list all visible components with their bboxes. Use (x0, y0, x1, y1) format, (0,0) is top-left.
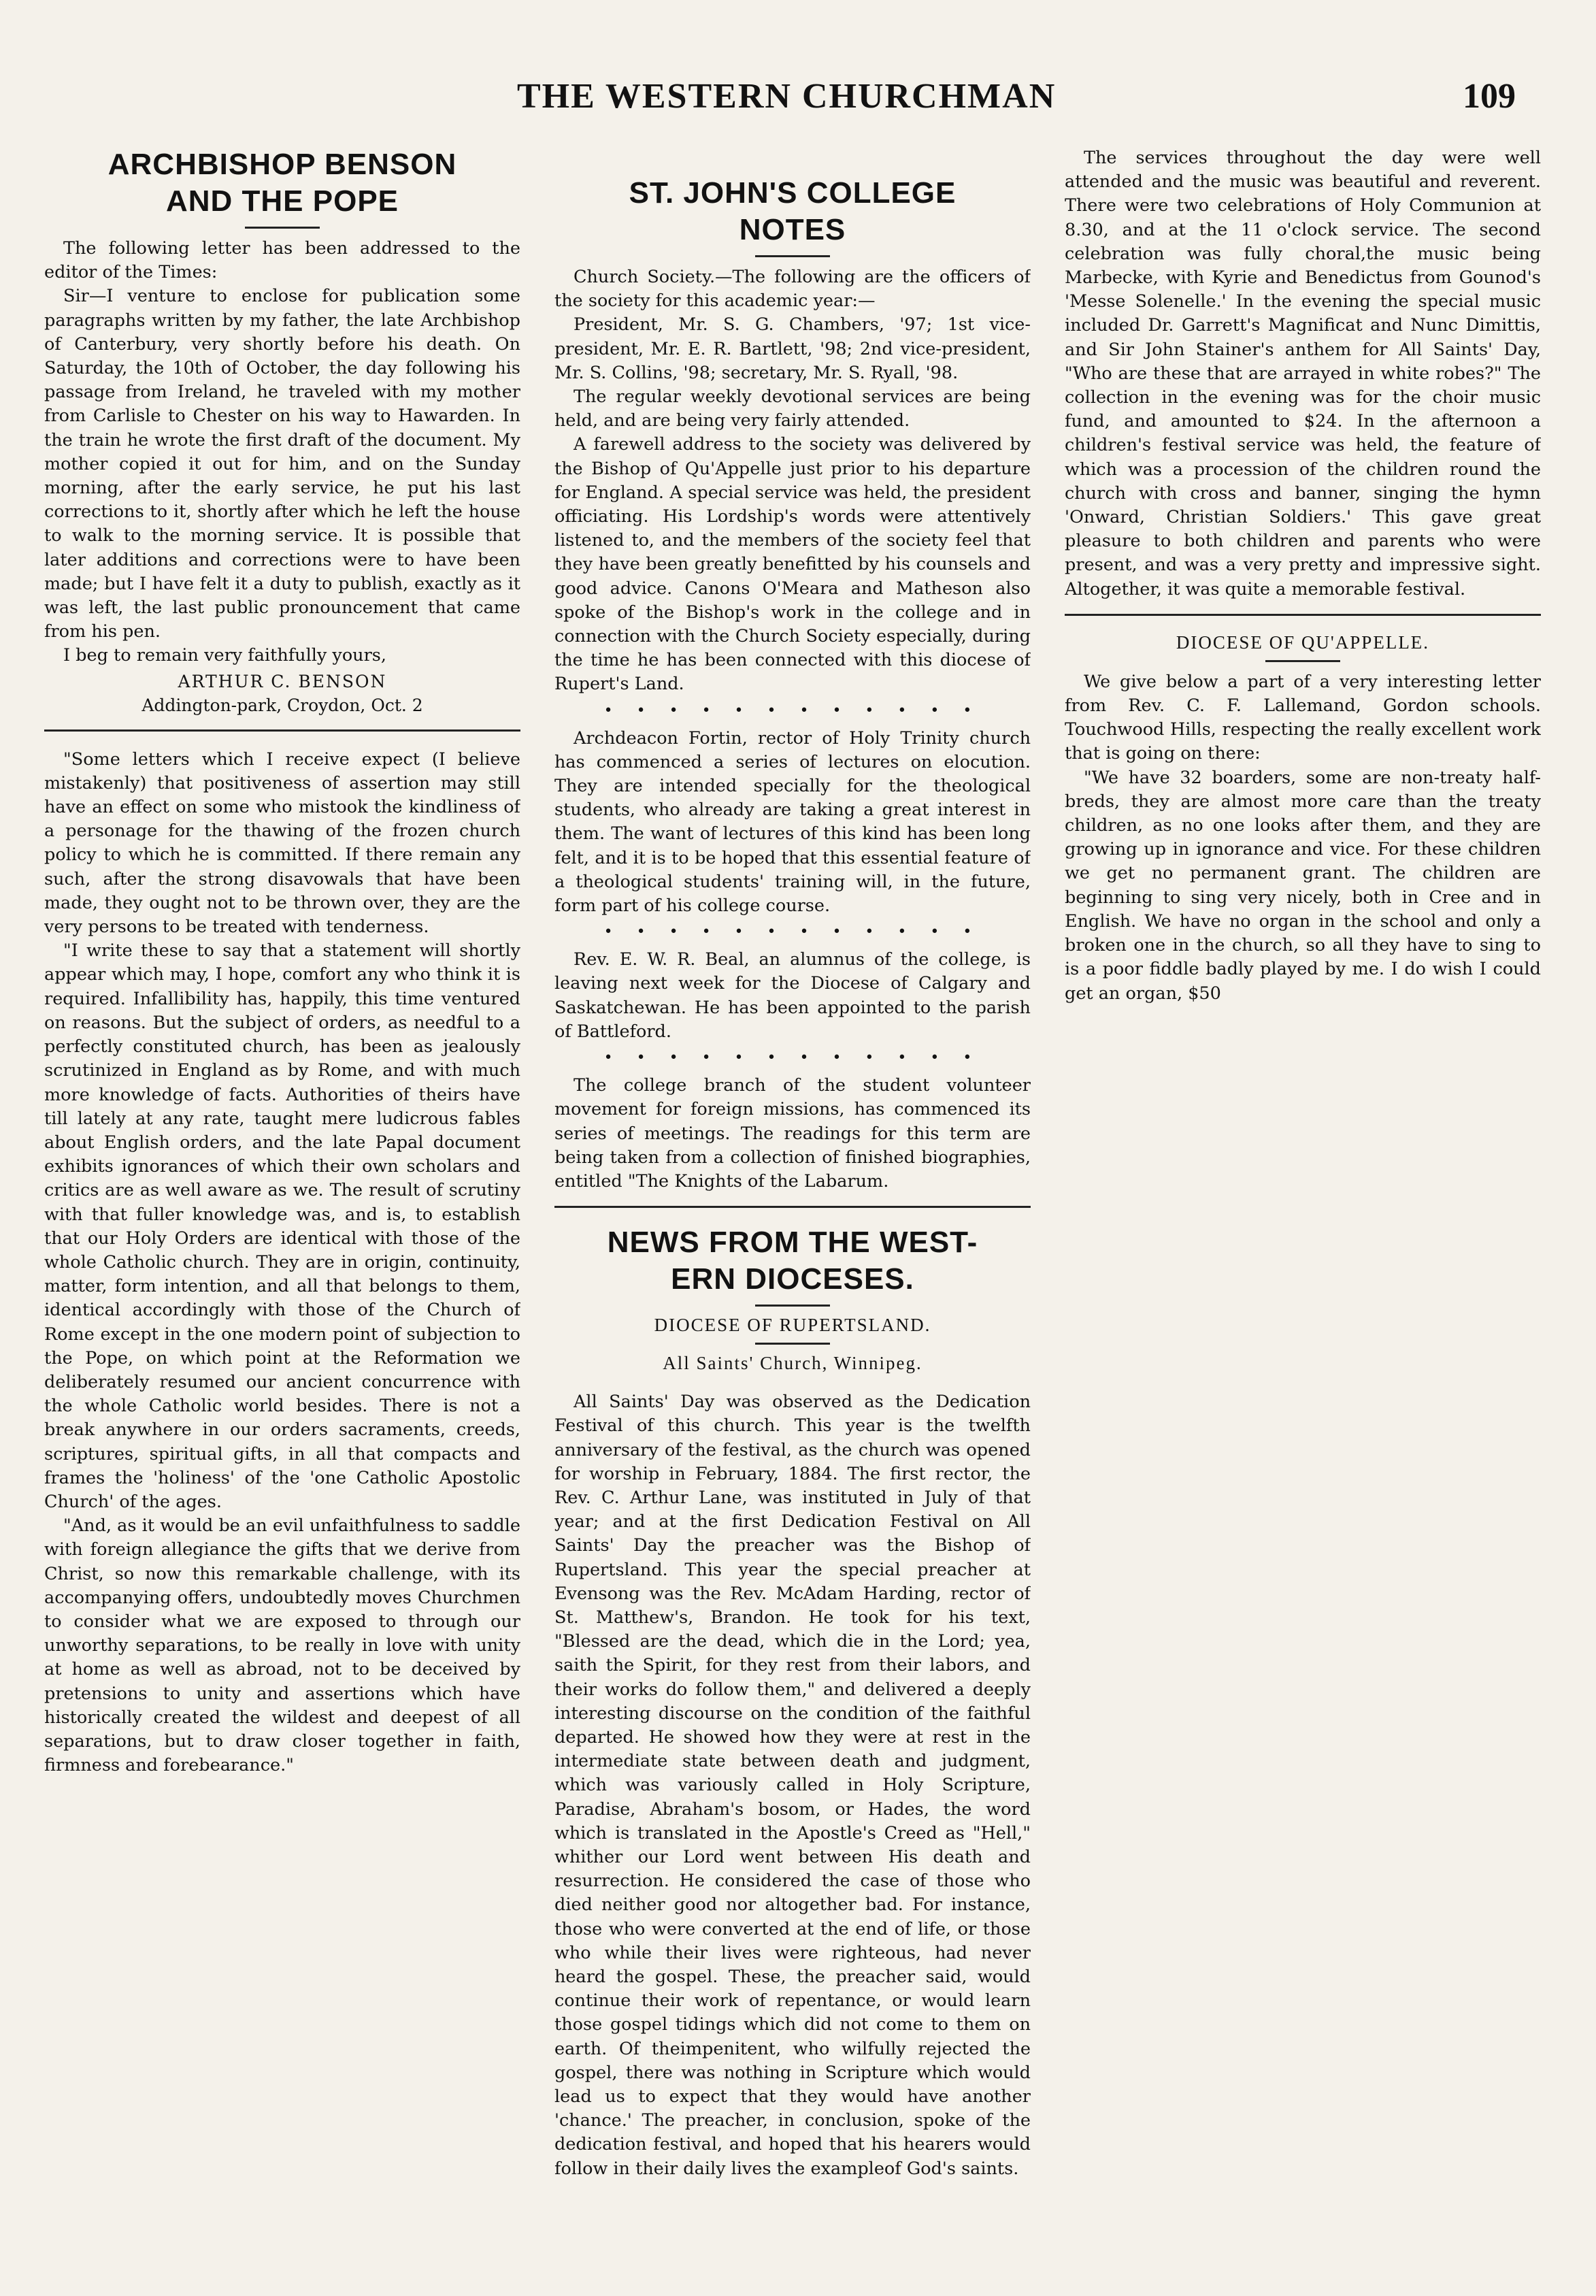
diocese-subhead: DIOCESE OF RUPERTSLAND. (654, 1315, 931, 1336)
section-rule (554, 1206, 1031, 1208)
benson-headline-line-1: ARCHBISHOP BENSON (107, 148, 457, 181)
benson-paragraph: "Some letters which I receive expect (I believe mistakenly) that positiveness of assertion may still have an effect on some who mistook the kindliness of a personage for the thawing of the frozen church policy to which he is committed. If there remain any such, after the strong disavowals that have been made, they ought not to be thrown over, they are the very persons to be treated with tenderness. (44, 749, 520, 938)
benson-paragraph: "I write these to say that a statement will shortly appear which may, I hope, comfort any who think it is required. Infallibility has, happily, this time ventured on reasons. But the subject of orders, as needful to a perfectly constituted church, has been as jealously scrutinized in England as by Rome, and with much more knowledge of facts. Authorities of theirs have till lately at any rate, taught mere ludicrous fables about English orders, and the late Papal document exhibits ignorances of which their own scholars and critics are as well aware as we. The result of scrutiny with that fuller knowledge was, and is, to establish that our Holy Orders are identical with those of the whole Catholic church. They are in origin, continuity, matter, form intention, and all that belongs to them, identical accordingly with those of the Church of Rome except in the one modern point of subjection to the Pope, on which point at the Reformation we deliberately resumed our ancient concurrence with the whole Catholic world besides. There is not a break anywhere in our orders sacraments, creeds, scriptures, spiritual gifts, in all that compacts and frames the 'holiness' of the 'one Catholic Apostolic Church' of the ages. (44, 940, 520, 1512)
college-paragraph: Archdeacon Fortin, rector of Holy Trinity church has commenced a series of lectures on elocution. They are intended specially for the theological students, who already are taking a great interest in them. The want of lectures of this kind has been long felt, and it is to be hoped that this essential feature of a theological students' training will, in the future, form part of his college course. (554, 727, 1031, 917)
column-1 (44, 146, 520, 2276)
publication-title: THE WESTERN CHURCHMAN (517, 77, 1057, 116)
benson-paragraph: I beg to remain very faithfully yours, (63, 645, 386, 666)
quappelle-heading: DIOCESE OF QU'APPELLE. (1176, 632, 1430, 653)
college-headline-line-1: ST. JOHN'S COLLEGE (629, 176, 957, 210)
running-head (0, 76, 1596, 124)
news-headline-line-1: NEWS FROM THE WEST- (607, 1226, 978, 1260)
section-rule (1065, 614, 1541, 616)
quappelle-paragraph: We give below a part of a very interesting letter from Rev. C. F. Lallemand, Gordon schools. Touchwood Hills, respecting the really excellent work that is going on there: (1065, 671, 1541, 764)
college-paragraph: A farewell address to the society was delivered by the Bishop of Qu'Appelle just prior to his departure for England. A special service was held, the president officiating. His Lordship's words were attentively listened to, and the members of the society feel that they have been greatly benefitted by his counsels and good advice. Canons O'Meara and Matheson also spoke of the Bishop's work in the college and in connection with the Church Society especially, during the time he has been connected with this diocese of Rupert's Land. (554, 434, 1031, 695)
headline-rule (755, 255, 830, 257)
benson-paragraph: The following letter has been addressed to the editor of the Times: (44, 238, 520, 283)
benson-headline-line-2: AND THE POPE (165, 184, 399, 218)
headline-rule (755, 1305, 830, 1307)
headline-rule (245, 227, 320, 229)
news-headline (554, 1224, 1031, 1298)
subhead-rule (1265, 660, 1340, 662)
benson-paragraph: Sir—I venture to enclose for publication some paragraphs written by my father, the late Archbishop of Canterbury, very shortly before his death. On Saturday, the 10th of October, the day following his passage from Ireland, he traveled with my mother from Carlisle to Chester on his way to Hawarden. In the train he wrote the first draft of the document. My mother copied it out for him, and on the Sunday morning, after the early service, he put his last corrections to it, shortly after which he left the house to walk to the morning service. It is possible that later additions and corrections were to have been made; but I have felt it a duty to publish, exactly as it was left, the last public pronouncement that came from his pen. (44, 286, 520, 642)
quappelle-paragraph: "We have 32 boarders, some are non-treaty half-breds, they are almost more care than the treaty children, as no one looks after them, and they are growing up in ignorance and vice. For these children we get no permanent grant. The children are beginning to sing very nicely, both in Cree and in English. We have no organ in the school and only a broken one in the church, so all they have to sing to is a poor fiddle badly played by me. I do wish I could get an organ, $50 (1065, 767, 1541, 1004)
college-paragraph: The regular weekly devotional services are being held, and are being very fairly attended. (554, 387, 1031, 431)
college-paragraph: The college branch of the student volunteer movement for foreign missions, has commenced its series of meetings. The readings for this term are being taken from a collection of finished biographies, entitled "The Knights of the Labarum. (554, 1075, 1031, 1192)
signature-name: ARTHUR C. BENSON (178, 671, 387, 691)
benson-paragraph: "And, as it would be an evil unfaithfulness to saddle with foreign allegiance the gifts that we derive from Christ, so now this remarkable challenge, with its accompanying offers, undoubtedly moves Churchmen to consider what we are exposed to through our unworthy separations, to be really in love with unity at home as well as abroad, not to be deceived by pretensions to unity and assertions which have historically created the wildest and deepest of all separations, but to draw closer together in faith, firmness and forebearance." (44, 1515, 520, 1776)
section-rule (44, 729, 520, 732)
benson-headline (44, 146, 520, 220)
dot-separator: • • • • • • • • • • • • (603, 702, 982, 719)
news-paragraph: The services throughout the day were well attended and the music was beautiful and reverent. There were two celebrations of Holy Communion at 8.30, and at the 11 o'clock service. The second celebration was fully choral,the music being Marbecke, with Kyrie and Benedictus from Gounod's 'Messe Solenelle.' In the evening the special music included Dr. Garrett's Magnificat and Nunc Dimittis, and Sir John Stainer's anthem for All Saints' Day, "Who are these that are arrayed in white robes?" The collection in the evening was for the choir music fund, and amounted to $24. In the afternoon a children's festival service was held, the feature of which was a procession of the children round the church with cross and banner, singing the hymn 'Onward, Christian Soldiers.' This gave great pleasure to both children and parents who were present, and was a very pretty and impressive sight. Altogether, it was quite a memorable festival. (1065, 148, 1541, 600)
college-headline (554, 175, 1031, 248)
column-2 (554, 146, 1031, 2276)
college-paragraph: President, Mr. S. G. Chambers, '97; 1st vice-president, Mr. E. R. Bartlett, '98; 2nd vice-president, Mr. S. Collins, '98; secretary, Mr. S. Ryall, '98. (554, 314, 1031, 383)
church-subhead: All Saints' Church, Winnipeg. (663, 1353, 922, 1374)
college-paragraph: Church Society.—The following are the officers of the society for this academic year:— (554, 267, 1031, 312)
college-paragraph: Rev. E. W. R. Beal, an alumnus of the college, is leaving next week for the Diocese of Calgary and Saskatchewan. He has been appointed to the parish of Battleford. (554, 949, 1031, 1042)
spacer (554, 1378, 1031, 1390)
dot-separator: • • • • • • • • • • • • (603, 923, 982, 941)
news-headline-line-2: ERN DIOCESES. (671, 1262, 914, 1296)
news-paragraph: All Saints' Day was observed as the Dedication Festival of this church. This year is the twelfth anniversary of the festival, as the church was opened for worship in February, 1884. The first rector, the Rev. C. Arthur Lane, was instituted in July of that year; and at the first Dedication Festival on All Saints' Day the preacher was the Bishop of Rupertsland. This year the special preacher at Evensong was the Rev. McAdam Harding, rector of St. Matthew's, Brandon. He took for his text, "Blessed are the dead, which die in the Lord; yea, saith the Spirit, for they rest from their labors, and their works do follow them," and delivered a deeply interesting discourse on the condition of the faithful departed. He showed how they were at rest in the intermediate state between death and judgment, which was variously called in Holy Scripture, Paradise, Abraham's bosom, or Hades, the word which is translated in the Apostle's Creed as "Hell," whither our Lord went between His death and resurrection. He considered the case of those who died neither good nor altogether bad. For instance, those who were converted at the end of life, or those who while their lives were righteous, had never heard the gospel. These, the preacher said, would continue their work of repentance, or would learn those gospel tidings which did not come to them on earth. Of theimpenitent, who wilfully rejected the gospel, there was nothing in Scripture which would lead us to expect that they would have another 'chance.' The preacher, in conclusion, spoke of the dedication festival, and hoped that his hearers would follow in their daily lives the exampleof God's saints. (554, 1392, 1031, 2179)
subhead-rule (755, 1343, 830, 1345)
dot-separator: • • • • • • • • • • • • (603, 1049, 982, 1067)
page-number: 109 (1463, 77, 1516, 116)
college-headline-line-2: NOTES (739, 213, 846, 246)
signature-place: Addington-park, Croydon, Oct. 2 (142, 695, 423, 715)
column-3 (1065, 146, 1541, 2276)
spacer (554, 146, 1031, 175)
